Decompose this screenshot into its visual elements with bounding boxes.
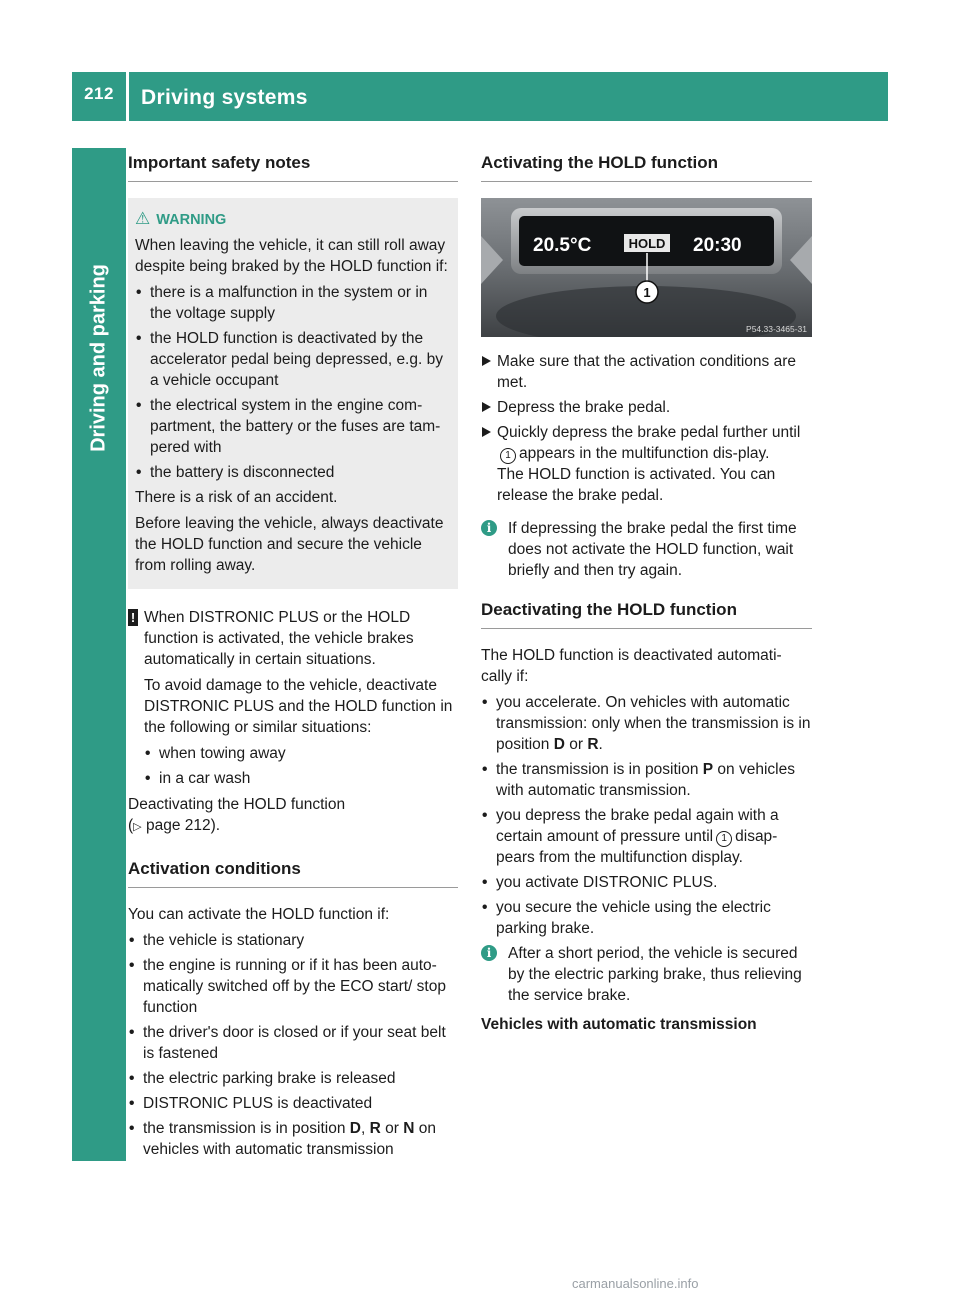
caution-list (144, 743, 458, 789)
warning-item: • there is a malfunction in the system or in the voltage supply (135, 282, 450, 324)
info-icon: i (481, 520, 497, 536)
caution-text: When DISTRONIC PLUS or the HOLD function is activated, the vehicle brakes automatically in certain situations. (144, 609, 414, 668)
deactivating-intro: The HOLD function is deactivated automati-cally if: (481, 647, 782, 685)
callout-ref-icon: 1 (716, 831, 732, 847)
info-note: i After a short period, the vehicle is secured by the electric parking brake, thus relieving the service brake. (481, 943, 812, 1006)
warning-list (135, 282, 450, 483)
warning-intro: When leaving the vehicle, it can still roll away despite being braked by the HOLD function if: (135, 237, 448, 275)
activation-item: • the transmission is in position D, R or N on vehicles with automatic transmission (128, 1118, 458, 1160)
step-item: Make sure that the activation conditions are met. (481, 351, 812, 393)
warning-advice: Before leaving the vehicle, always deactivate the HOLD function and secure the vehicle from rolling away. (135, 515, 444, 574)
step-result: The HOLD function is activated. You can release the brake pedal. (497, 466, 776, 504)
deactivating-reference: Deactivating the HOLD function (▷ page 212). (128, 796, 346, 834)
activation-item: • the engine is running or if it has been auto-matically switched off by the ECO start/ stop function (128, 955, 458, 1018)
multifunction-display-figure (481, 198, 812, 337)
warning-item: • the battery is disconnected (135, 462, 450, 483)
activation-list (128, 930, 458, 1160)
activation-item: • DISTRONIC PLUS is deactivated (128, 1093, 458, 1114)
page-ref-arrow-icon: ▷ (133, 821, 142, 833)
warning-box (128, 198, 458, 589)
deactivation-list (481, 692, 812, 939)
info-note: i If depressing the brake pedal the first time does not activate the HOLD function, wait briefly and then try again. (481, 518, 812, 581)
warning-label: WARNING (156, 212, 227, 228)
display-temperature: 20.5°C (533, 235, 592, 256)
warning-triangle-icon: ⚠ (135, 209, 151, 228)
section-title: Driving systems (141, 86, 308, 109)
display-time: 20:30 (693, 235, 742, 256)
info-icon: i (481, 945, 497, 961)
page-number: 212 (84, 84, 114, 103)
exclamation-icon: ! (128, 609, 138, 626)
side-tab-label: Driving and parking (87, 264, 110, 452)
warning-risk: There is a risk of an accident. (135, 489, 338, 506)
caution-item: • when towing away (144, 743, 458, 764)
activation-item: • the vehicle is stationary (128, 930, 458, 951)
callout-number: 1 (643, 285, 651, 300)
watermark: carmanualsonline.info (572, 1276, 699, 1291)
deactivation-item: • you depress the brake pedal again with a certain amount of pressure until 1 disap-pears from the multifunction display. (481, 805, 812, 868)
activating-heading: Activating the HOLD function (481, 152, 812, 182)
header-divider (126, 72, 129, 121)
activation-steps (481, 351, 812, 506)
activation-intro: You can activate the HOLD function if: (128, 906, 390, 923)
hold-indicator-text: HOLD (628, 236, 666, 251)
deactivation-item: • the transmission is in position P on vehicles with automatic transmission. (481, 759, 812, 801)
deactivation-item: • you accelerate. On vehicles with automatic transmission: only when the transmission is in position D or R. (481, 692, 812, 755)
figure-code: P54.33-3465-31 (746, 324, 807, 334)
deactivation-item: • you secure the vehicle using the electric parking brake. (481, 897, 812, 939)
activation-item: • the electric parking brake is released (128, 1068, 458, 1089)
deactivation-item: • you activate DISTRONIC PLUS. (481, 872, 812, 893)
warning-item: • the electrical system in the engine com-partment, the battery or the fuses are tam-pered with (135, 395, 450, 458)
safety-notes-heading: Important safety notes (128, 152, 458, 182)
callout-ref-icon: 1 (500, 448, 516, 464)
page-reference-link[interactable]: page 212). (145, 817, 221, 834)
vehicles-automatic-heading: Vehicles with automatic transmission (481, 1016, 757, 1033)
activation-item: • the driver's door is closed or if your seat belt is fastened (128, 1022, 458, 1064)
left-column (128, 152, 458, 1164)
caution-item: • in a car wash (144, 768, 458, 789)
step-item: Depress the brake pedal. (481, 397, 812, 418)
activation-heading: Activation conditions (128, 858, 458, 888)
warning-item: • the HOLD function is deactivated by the accelerator pedal being depressed, e.g. by a vehicle occupant (135, 328, 450, 391)
caution-note (128, 607, 458, 789)
warning-header (135, 208, 450, 231)
deactivating-heading: Deactivating the HOLD function (481, 599, 812, 629)
right-column (481, 152, 812, 1035)
step-item: Quickly depress the brake pedal further until1 appears in the multifunction dis-play. The HOLD function is activated. You can release the brake pedal. (481, 422, 812, 506)
caution-text-2: To avoid damage to the vehicle, deactivate DISTRONIC PLUS and the HOLD function in the following or similar situations: (144, 677, 453, 736)
